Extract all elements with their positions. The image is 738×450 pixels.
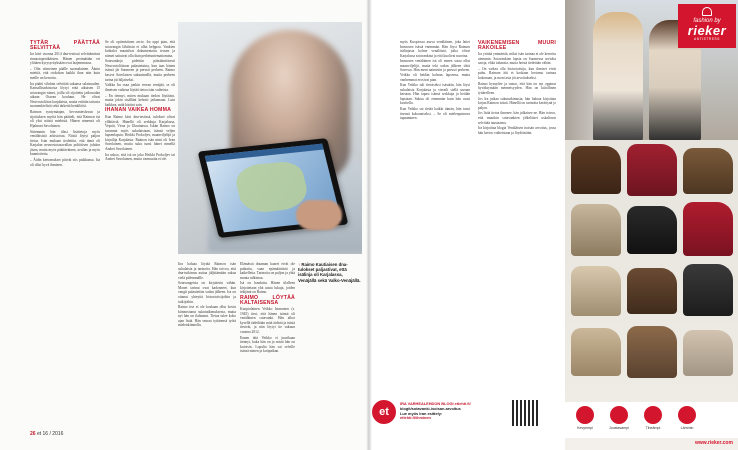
paragraph: Raimo itse ei ole koskaan ollut kovin kiinnostunut sukututkimuksesta, mutta nyt hän on ilahtunut. Tietoa tulee koko ajan lisää. Hän seuraa tyttärensä työtä mielenkiinnolla. — [178, 305, 236, 328]
paragraph: – En tiennyt, miten mukaan tiedon löytäisin, mutta jokin sisälläni kehotti jatkamaan. Luin kaikkea, mitä käsiini sain. — [105, 93, 175, 107]
et-logo-badge: et — [372, 400, 396, 424]
paragraph: Immosen venäläinen isä oli ennen sotaa ollut maanviljelijä, mutta teki sodan jälkeen töitä Savossa. Hän meni naimisiin ja perusti perheen. Veikko oli heidän kolmas lapsensa, mutta vanhemmat erosivat pian. — [400, 59, 470, 82]
paragraph: – Äidin kertomukset pitivät siis paikkansa. Isä oli ollut hyvä ihminen. — [30, 158, 100, 167]
paragraph: Kun Raimo kävi dna-testissä, tulokset olivat yllättäviä. Hänellä oli serkkuja Karjalassa, Vepsiä, Viroa ja Ukrainassa. Iskän Raimo on tavannut myös sukulaisiaan, isänsä veljen lapsenlapsia: Heikki Prokofjev, maanviljelijä ja kirjailija Karjalasta. Raimon isän nimi oli Ivan Savolainen, mutta suku tunsi hänet nimellä Andrei Savolainen. — [105, 114, 175, 151]
section-heading-ihanan: IHANAN VAIKEA HOMMA — [105, 107, 172, 114]
shoe-icon — [683, 264, 733, 316]
shoe-icon — [627, 268, 677, 314]
promo-line-2[interactable]: blogit/sotavanki-isoisan-arvoitus — [400, 405, 461, 411]
page-folio — [30, 431, 63, 437]
shoe-icon — [571, 146, 621, 194]
paragraph: Jos lisää tietoa ilmenee, hän julkaisee ne. Hän toivoo, että muutkin sotavankien jälkeläiset uskaltavat selvittää taustaansa. — [478, 111, 556, 125]
feature-label: Tiheämpi — [645, 426, 661, 430]
website-link[interactable]: www.rieker.com — [695, 440, 733, 446]
paragraph: – Olin viimeinen päälle suomalainen. Äänin miettiä, että oiskohan kaikki ihan niin kuin meille on kerrottu. — [30, 66, 100, 81]
paragraph: Ennen tätä Veikko ei juurikaan tiennyt, kuka hän on ja mistä hän on kotoisin. Lopulta hän sai selville isänsä nimen ja kotipaikan. — [240, 335, 295, 354]
feature-item — [639, 406, 667, 430]
brand-prefix: fashion by — [693, 18, 721, 24]
promo-line-1[interactable]: IRA VARHEALEHDON BLOGI etlehti.fi/ — [400, 401, 471, 406]
right-column-2 — [478, 40, 556, 137]
shoe-icon — [627, 326, 677, 378]
paragraph: Raimon syntymäajan, hevosmiesluvun ja sijoituksen myötä hän päätteli, että Raimon isä oli yksi näistä miehistä. Hänen nimensä oli Hjalmari Savolainen. — [30, 110, 100, 128]
feature-item — [571, 406, 599, 430]
paragraph: Sotavangeista on kirjoitettu vähän. Monet tarinat ovat kadonneet, kun vangit palautettiin sodan jälkeen. Ira on ottanut yhteyttä historioitsijoihin ja tutkijoihin. — [178, 281, 236, 304]
paragraph: Valkka Ira osaa jonkin verran venäjää, se oli ilmeisen vaikeaa löytää tietoa isän vaiheista. — [105, 83, 175, 92]
paragraph: Kun Veikko tuli tietoiseksi isästään, hän löysi sukulaisia Karjalasta ja vieraili siellä useaan kertaan. Hän tapasi isänsä serkkuja ja heidän lapsiaan. Sukua oli enemmän kuin hän osasi kuvitella. — [400, 83, 470, 106]
flex-icon — [610, 406, 628, 424]
paragraph: Iira haluaa löytää Raimon isän sukulaisia ja tarinoita. Hän toivoo, että dna-tutkimus auttaa jäljittämään sukua vielä pidemmälle. — [178, 262, 236, 280]
warm-icon — [678, 406, 696, 424]
paragraph: Kuopiolainen Veikko Immonen (s. 1945) tiesi, että hänen isänsä oli venäläinen sotavanki. Hän alkoi kysellä tädeiltään mitä äidistä ja isästä tiesivät, ja niin löytyi tie sukuun vuonna 2012. — [240, 307, 295, 335]
feature-item — [605, 406, 633, 430]
shoe-icon — [571, 204, 621, 256]
qr-code-icon[interactable] — [512, 400, 538, 426]
section-heading-raimo: RAIMO LÖYTÄÄ KALTAISENSA — [240, 295, 295, 306]
promo-line-3: Lue myös Iran esittely: — [400, 410, 443, 416]
shoe-icon — [683, 202, 733, 256]
paragraph: Ira kirjoittaa blogia Venäläisen isoisän arvoitus, jossa hän kertoo vaiheistaan ja löydöistään. — [478, 126, 556, 135]
shoe-icon — [627, 144, 677, 196]
left-column-3 — [240, 262, 295, 355]
screen-bar — [205, 144, 324, 162]
photo-hand — [296, 200, 342, 230]
rieker-logo — [678, 4, 736, 48]
shoe-icon — [683, 330, 733, 376]
model-figure — [593, 12, 643, 142]
section-heading-vaikenemisen: VAIKENEMISEN MUURI RAKOILEE — [478, 40, 556, 51]
feature-strip — [565, 402, 738, 438]
article-photo — [178, 22, 362, 254]
left-column-1b — [105, 40, 175, 163]
brand-sub: ANTISTRESS — [693, 37, 720, 41]
ad-photo-wall — [565, 0, 595, 140]
page-gutter — [366, 0, 372, 450]
brand-name: rieker — [687, 23, 727, 38]
feature-label: Joustavampi — [608, 426, 630, 430]
paragraph: Kun Veikko sai tietää kaikki tämän, hän tunsi itsensä kokonaiseksi. – Se oli mielenpainuva tapaaminen. — [400, 107, 470, 121]
feature-label: Kevyempi — [577, 426, 593, 430]
right-column-1 — [400, 40, 470, 122]
section-heading-tytar: TYTÄR PÄÄTTÄÄ SELVITTÄÄ — [30, 40, 100, 51]
paragraph: Jos Ira jatkaa sukututkimusta, hän haluaa kirjoittaa kirjan Raimon isästä. Hänellä on tarinoita kerättynä jo paljon. — [478, 96, 556, 110]
left-column-1 — [30, 40, 100, 168]
shoe-icon — [627, 206, 677, 254]
paragraph: Ira yrittää ymmärtää, miksi isän tarinaa ei ole kerrottu aiemmin. Sotavankien lapsia on Suomessa arviolta satoja, ehkä tuhansia, mutta heistä tiedetään vähän. — [478, 52, 556, 66]
feature-label: Lämmin — [680, 426, 694, 430]
caption-arrow-icon: ↑ — [298, 262, 301, 267]
caption-text: Raimo Kautiaisen dna-tulokset paljastivat, että isälinja oli Karjalassa, Venäjällä sekä Valko-Venäjällä. — [298, 262, 361, 283]
rieker-advertisement — [565, 0, 738, 450]
paragraph: Sotavankeja pidettiin pääsääntöisesti Neuvostoliittoon palautetuina, kun taas hänen isänsä jäi Suomeen ja perusti perheen. Raimo kasvoi Savolaisen sukunimellä, mutta perheen tarina jäi hiljaiseksi. — [105, 59, 175, 82]
paragraph: Sittemmin hän tilasi lisätietoja myös venäläisistä arkistoista. Niistä löytyi paljon tietoa. Isän mukaan tiedettiin, että tämä oli Karjalan neuvostotasavallan poliittisen johdon jäsen, mutta myös päättäväinen, avulias ja myös kunnioitettu. — [30, 129, 100, 157]
paragraph: myös Kuopiossa asuva venäläinen, joka lattei Immosen isästä enemmän. Hän löysi Raimon isälinjasta kolme venäläistä, jotka olivat Karjalassa sotavankina ja että kuolivat nuorina. — [400, 40, 470, 58]
paragraph: Elämässä draaman kaaret eivät ole puhtaita, vaan epämääräisiä ja katkelleita. Tarinoita on paljon ja yhtä monta tulkintaa. — [240, 262, 295, 280]
paragraph: Raimo hymyilee ja sanoo, että hän on nyt oppinut hyväksymään menneisyyden. Hän on kiitollinen tyttärelleen. — [478, 81, 556, 95]
feather-icon — [576, 406, 594, 424]
grip-icon — [644, 406, 662, 424]
blog-promo — [370, 400, 555, 434]
feature-item — [673, 406, 701, 430]
left-column-2 — [178, 262, 236, 329]
shoe-icon — [683, 148, 733, 194]
paragraph: Ira kävi vuonna 2014 dna-testissä selvittämässä rinnastoperäkäisten. Hänen perimätään eri ylittäen kyrysyrityksään ovat laajemmassa. — [30, 52, 100, 66]
shoe-display — [565, 140, 738, 402]
paragraph: Ira uskoo, että isä on joko Heikki Prokofjev tai Andrei Savolainen, mutta varmuutta ei ole. — [105, 152, 175, 162]
paragraph: – On vaikea olla historioitsija, kun ihmiset eivät puhu. Raimon äiti ei koskaan kertonut tarinaa kokonaan, ja moni asia jäi arvoitukseksi. — [478, 66, 556, 81]
promo-line-4[interactable]: etlehti.fi/ihminen — [400, 415, 431, 421]
shoe-icon — [571, 266, 621, 316]
paragraph: Se oli optimistinen arvio. Ira oppi pian, että sotavangin lähtöisin ei ollut helppoa. Vankien kohtalot maatalvat dokumentoitu teosen ja niimet sattuivat olla ihan perhetuntemattomina. — [105, 40, 175, 58]
issue-label: et 16 / 2016 — [36, 431, 64, 437]
paragraph: Ira päätti vihdoin selvittää sukunsa salaisuuden. Kansallisarkistosta löytyi erää aikuisen 15 sotavangin nimet, joilla oli sijoitettu jatkosodan aikaan Otavan kouluun. He olivat Neuvostoliiton karjalaisia, mutta erittäin taitavia suomenkielisiä sekä tärkeitä henkilöitä. — [30, 81, 100, 109]
shoe-icon — [571, 328, 621, 376]
promo-text — [400, 402, 510, 421]
photo-caption — [298, 262, 362, 283]
crown-icon — [702, 7, 712, 16]
paragraph: Isä on haudattu. Hänen tilalleen kirjoitetaan yhä uusia lukuja, joiden tekijänä on Raimo. — [240, 281, 295, 295]
page-number: 26 — [30, 431, 36, 437]
